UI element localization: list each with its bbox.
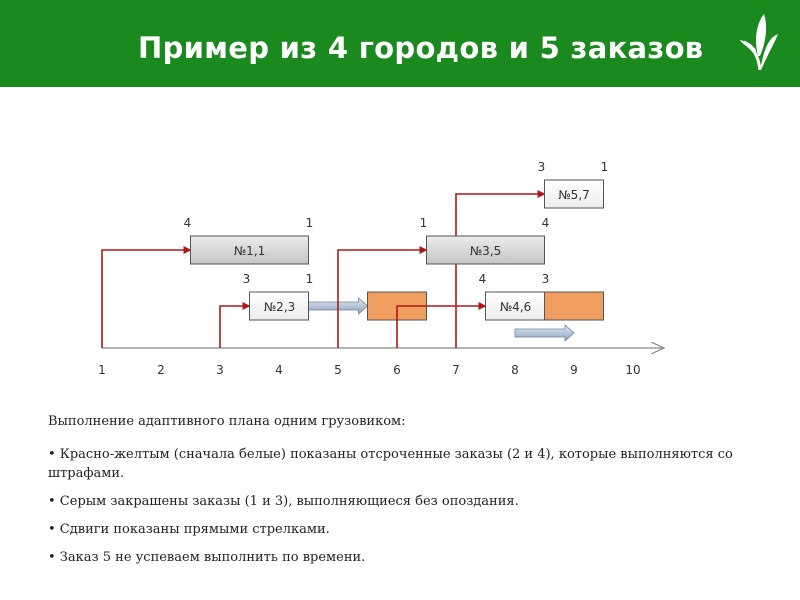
order-label: №5,7 (558, 188, 590, 202)
x-tick-label: 9 (570, 363, 578, 377)
intro-text: Выполнение адаптивного плана одним грузовиком: (48, 414, 406, 429)
x-tick-label: 4 (275, 363, 283, 377)
x-tick-label: 5 (334, 363, 342, 377)
bullet-order5: • Заказ 5 не успеваем выполнить по времени. (48, 550, 366, 565)
order-label: №3,5 (469, 244, 502, 258)
to-city-label: 4 (541, 216, 550, 230)
route-to-order-5 (456, 194, 545, 348)
x-tick-label: 7 (452, 363, 460, 377)
to-city-label: 1 (305, 272, 314, 286)
x-tick-label: 1 (98, 363, 106, 377)
shift-arrow (515, 325, 574, 341)
x-tick-label: 6 (393, 363, 401, 377)
route-to-order-2 (220, 306, 250, 348)
order-label: №1,1 (233, 244, 266, 258)
order-label: №4,6 (499, 300, 532, 314)
slide-title: Пример из 4 городов и 5 заказов (138, 31, 704, 65)
x-tick-label: 8 (511, 363, 519, 377)
bullet-gray: • Серым закрашены заказы (1 и 3), выполняющиеся без опоздания. (48, 494, 519, 509)
from-city-label: 3 (537, 160, 546, 174)
to-city-label: 1 (600, 160, 609, 174)
delayed-block (545, 292, 604, 320)
x-tick-label: 3 (216, 363, 224, 377)
from-city-label: 4 (478, 272, 487, 286)
bullet-shifts: • Сдвиги показаны прямыми стрелками. (48, 522, 330, 537)
x-tick-label: 10 (625, 363, 641, 377)
route-to-order-1 (102, 250, 191, 348)
from-city-label: 4 (183, 216, 192, 230)
to-city-label: 1 (305, 216, 314, 230)
from-city-label: 1 (419, 216, 428, 230)
bullet-penalty: • Красно-желтым (сначала белые) показаны отсроченные заказы (2 и 4), которые выполняются со штрафами. (48, 447, 733, 481)
from-city-label: 3 (242, 272, 251, 286)
order-label: №2,3 (263, 300, 296, 314)
explanation-text (48, 412, 748, 576)
x-tick-label: 2 (157, 363, 165, 377)
to-city-label: 3 (541, 272, 550, 286)
